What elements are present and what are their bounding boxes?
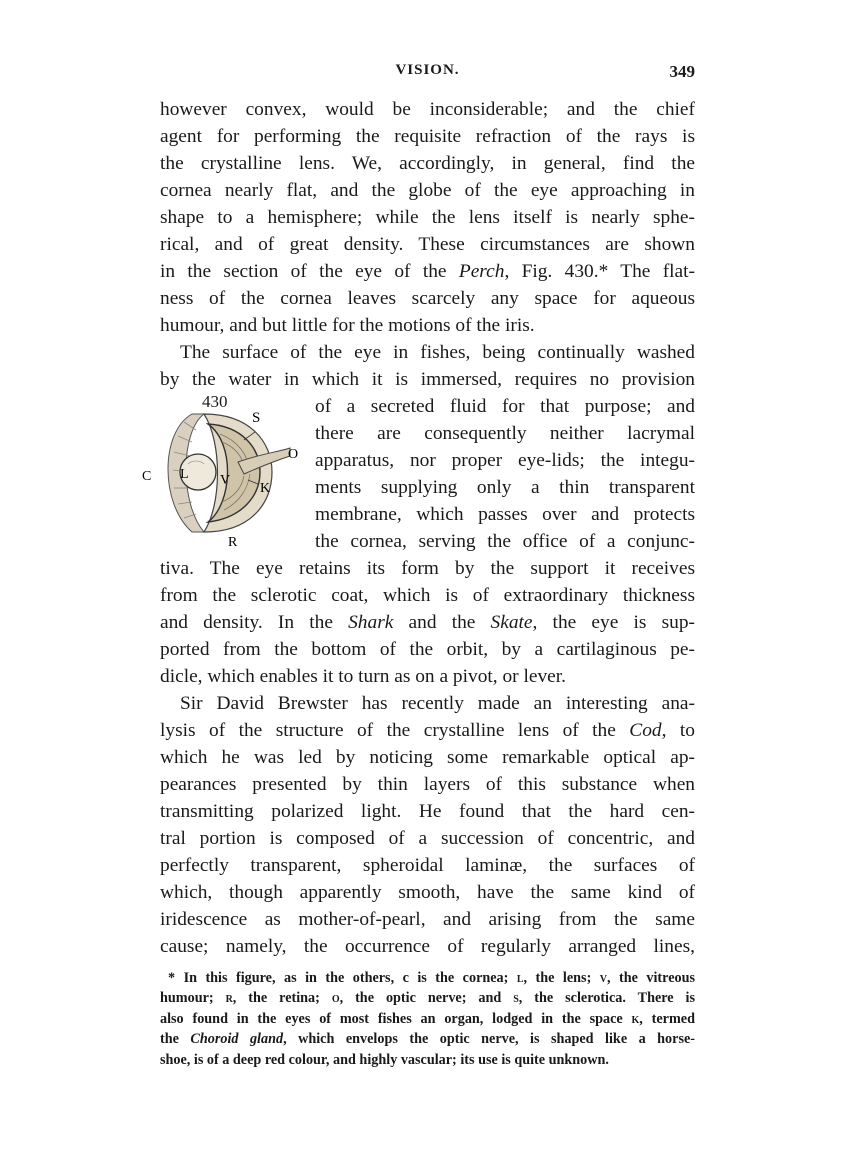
page-number: 349 (669, 62, 695, 81)
text-line (160, 609, 695, 636)
text-run: in the section of the eye of the (160, 261, 459, 282)
text-run: k (631, 1010, 640, 1027)
label-c: C (142, 469, 152, 484)
text-run: , the vitreous (607, 970, 695, 986)
text-line: transmitting polarized light. He found that the hard cen- (160, 801, 695, 822)
text-line: which he was led by noticing some remarkable optical ap- (160, 747, 695, 768)
text-run: , to (661, 720, 695, 741)
text-line: by the water in which it is immersed, requires no provision (160, 369, 695, 390)
paragraph (160, 96, 695, 339)
text-run: o (331, 990, 340, 1007)
text-run: Choroid gland (190, 1031, 284, 1048)
text-line: cause; namely, the occurrence of regularly arranged lines, (160, 936, 695, 957)
footnote-line: shoe, is of a deep red colour, and highly vascular; its use is quite unknown. (160, 1051, 609, 1068)
label-o: O (288, 447, 299, 462)
text-line: there are consequently neither lacrymal (315, 423, 695, 444)
species-name: Skate (490, 612, 533, 633)
species-name: Cod (629, 720, 662, 741)
text-line (160, 717, 695, 744)
label-s: S (252, 410, 261, 426)
text-run: v (599, 970, 607, 986)
text-run: also found in the eyes of most fishes an organ, lodged in the space (160, 1010, 632, 1027)
text-line: Sir David Brewster has recently made an interesting ana- (180, 693, 695, 714)
text-run: lysis of the structure of the crystalline lens of the (160, 720, 630, 741)
text-line: ported from the bottom of the orbit, by a cartilaginous pe- (160, 639, 695, 660)
text-run: , the lens; (523, 970, 600, 986)
text-run: l (516, 970, 524, 986)
text-run: , the sclerotica. There is (518, 990, 696, 1007)
text-run: * In this figure, as in the others, c is the cornea; (168, 970, 517, 986)
text-run: , the eye is sup- (532, 612, 695, 633)
text-line: ments supplying only a thin transparent (315, 477, 695, 498)
text-run: s (513, 990, 519, 1007)
paragraph (160, 690, 695, 960)
text-line: tiva. The eye retains its form by the support it receives (160, 558, 695, 579)
label-k: K (260, 481, 271, 496)
text-run: the (160, 1031, 191, 1048)
label-v: V (220, 473, 231, 488)
text-line: which, though apparently smooth, have the same kind of (160, 882, 695, 903)
text-line: shape to a hemisphere; while the lens itself is nearly sphe- (160, 207, 695, 228)
text-run: , the retina; (232, 990, 332, 1007)
text-line: however convex, would be inconsiderable; and the chief (160, 99, 695, 120)
footnote-line (160, 1009, 695, 1029)
text-line (160, 258, 695, 285)
text-line: the cornea, serving the office of a conjunc- (315, 531, 695, 552)
footnote-line (160, 1029, 695, 1049)
text-line: agent for performing the requisite refraction of the rays is (160, 126, 695, 147)
text-line: tral portion is composed of a succession of concentric, and (160, 828, 695, 849)
text-line: rical, and of great density. These circumstances are shown (160, 234, 695, 255)
text-line: apparatus, nor proper eye-lids; the integu- (315, 450, 695, 471)
text-line: dicle, which enables it to turn as on a pivot, or lever. (160, 666, 567, 687)
text-run: and density. In the (160, 612, 349, 633)
text-run: humour; (160, 990, 226, 1007)
footnote-line (160, 988, 695, 1008)
text-line: iridescence as mother-of-pearl, and arising from the same (160, 909, 695, 930)
text-line: from the sclerotic coat, which is of extraordinary thickness (160, 585, 695, 606)
text-line: the crystalline lens. We, accordingly, in general, find the (160, 153, 695, 174)
label-r: R (228, 535, 238, 550)
figure-430-fish-eye (140, 392, 305, 552)
text-line: humour, and but little for the motions of the iris. (160, 315, 535, 336)
footnote-line (160, 968, 695, 988)
figure-number: 430 (202, 392, 228, 411)
text-run: , termed (639, 1010, 695, 1027)
species-name: Shark (348, 612, 394, 633)
label-l: L (180, 467, 189, 482)
text-run: , which envelops the optic nerve, is shaped like a horse- (283, 1031, 695, 1048)
text-line: ness of the cornea leaves scarcely any space for aqueous (160, 288, 695, 309)
fish-eye-section-illustration (140, 392, 305, 552)
text-run: r (225, 990, 233, 1007)
text-line: perfectly transparent, spheroidal laminæ, the surfaces of (160, 855, 695, 876)
species-name: Perch (458, 261, 505, 282)
text-line: membrane, which passes over and protects (315, 504, 695, 525)
text-run: and the (393, 612, 491, 633)
text-run: , Fig. 430.* The flat- (504, 261, 695, 282)
text-line: cornea nearly flat, and the globe of the eye approaching in (160, 180, 695, 201)
text-run: , the optic nerve; and (339, 990, 514, 1007)
running-head (160, 62, 695, 86)
text-line: The surface of the eye in fishes, being continually washed (180, 342, 695, 363)
text-line: pearances presented by thin layers of this substance when (160, 774, 695, 795)
running-head-title: VISION. (395, 62, 460, 78)
text-line: of a secreted fluid for that purpose; and (315, 396, 695, 417)
footnote (160, 968, 695, 1070)
